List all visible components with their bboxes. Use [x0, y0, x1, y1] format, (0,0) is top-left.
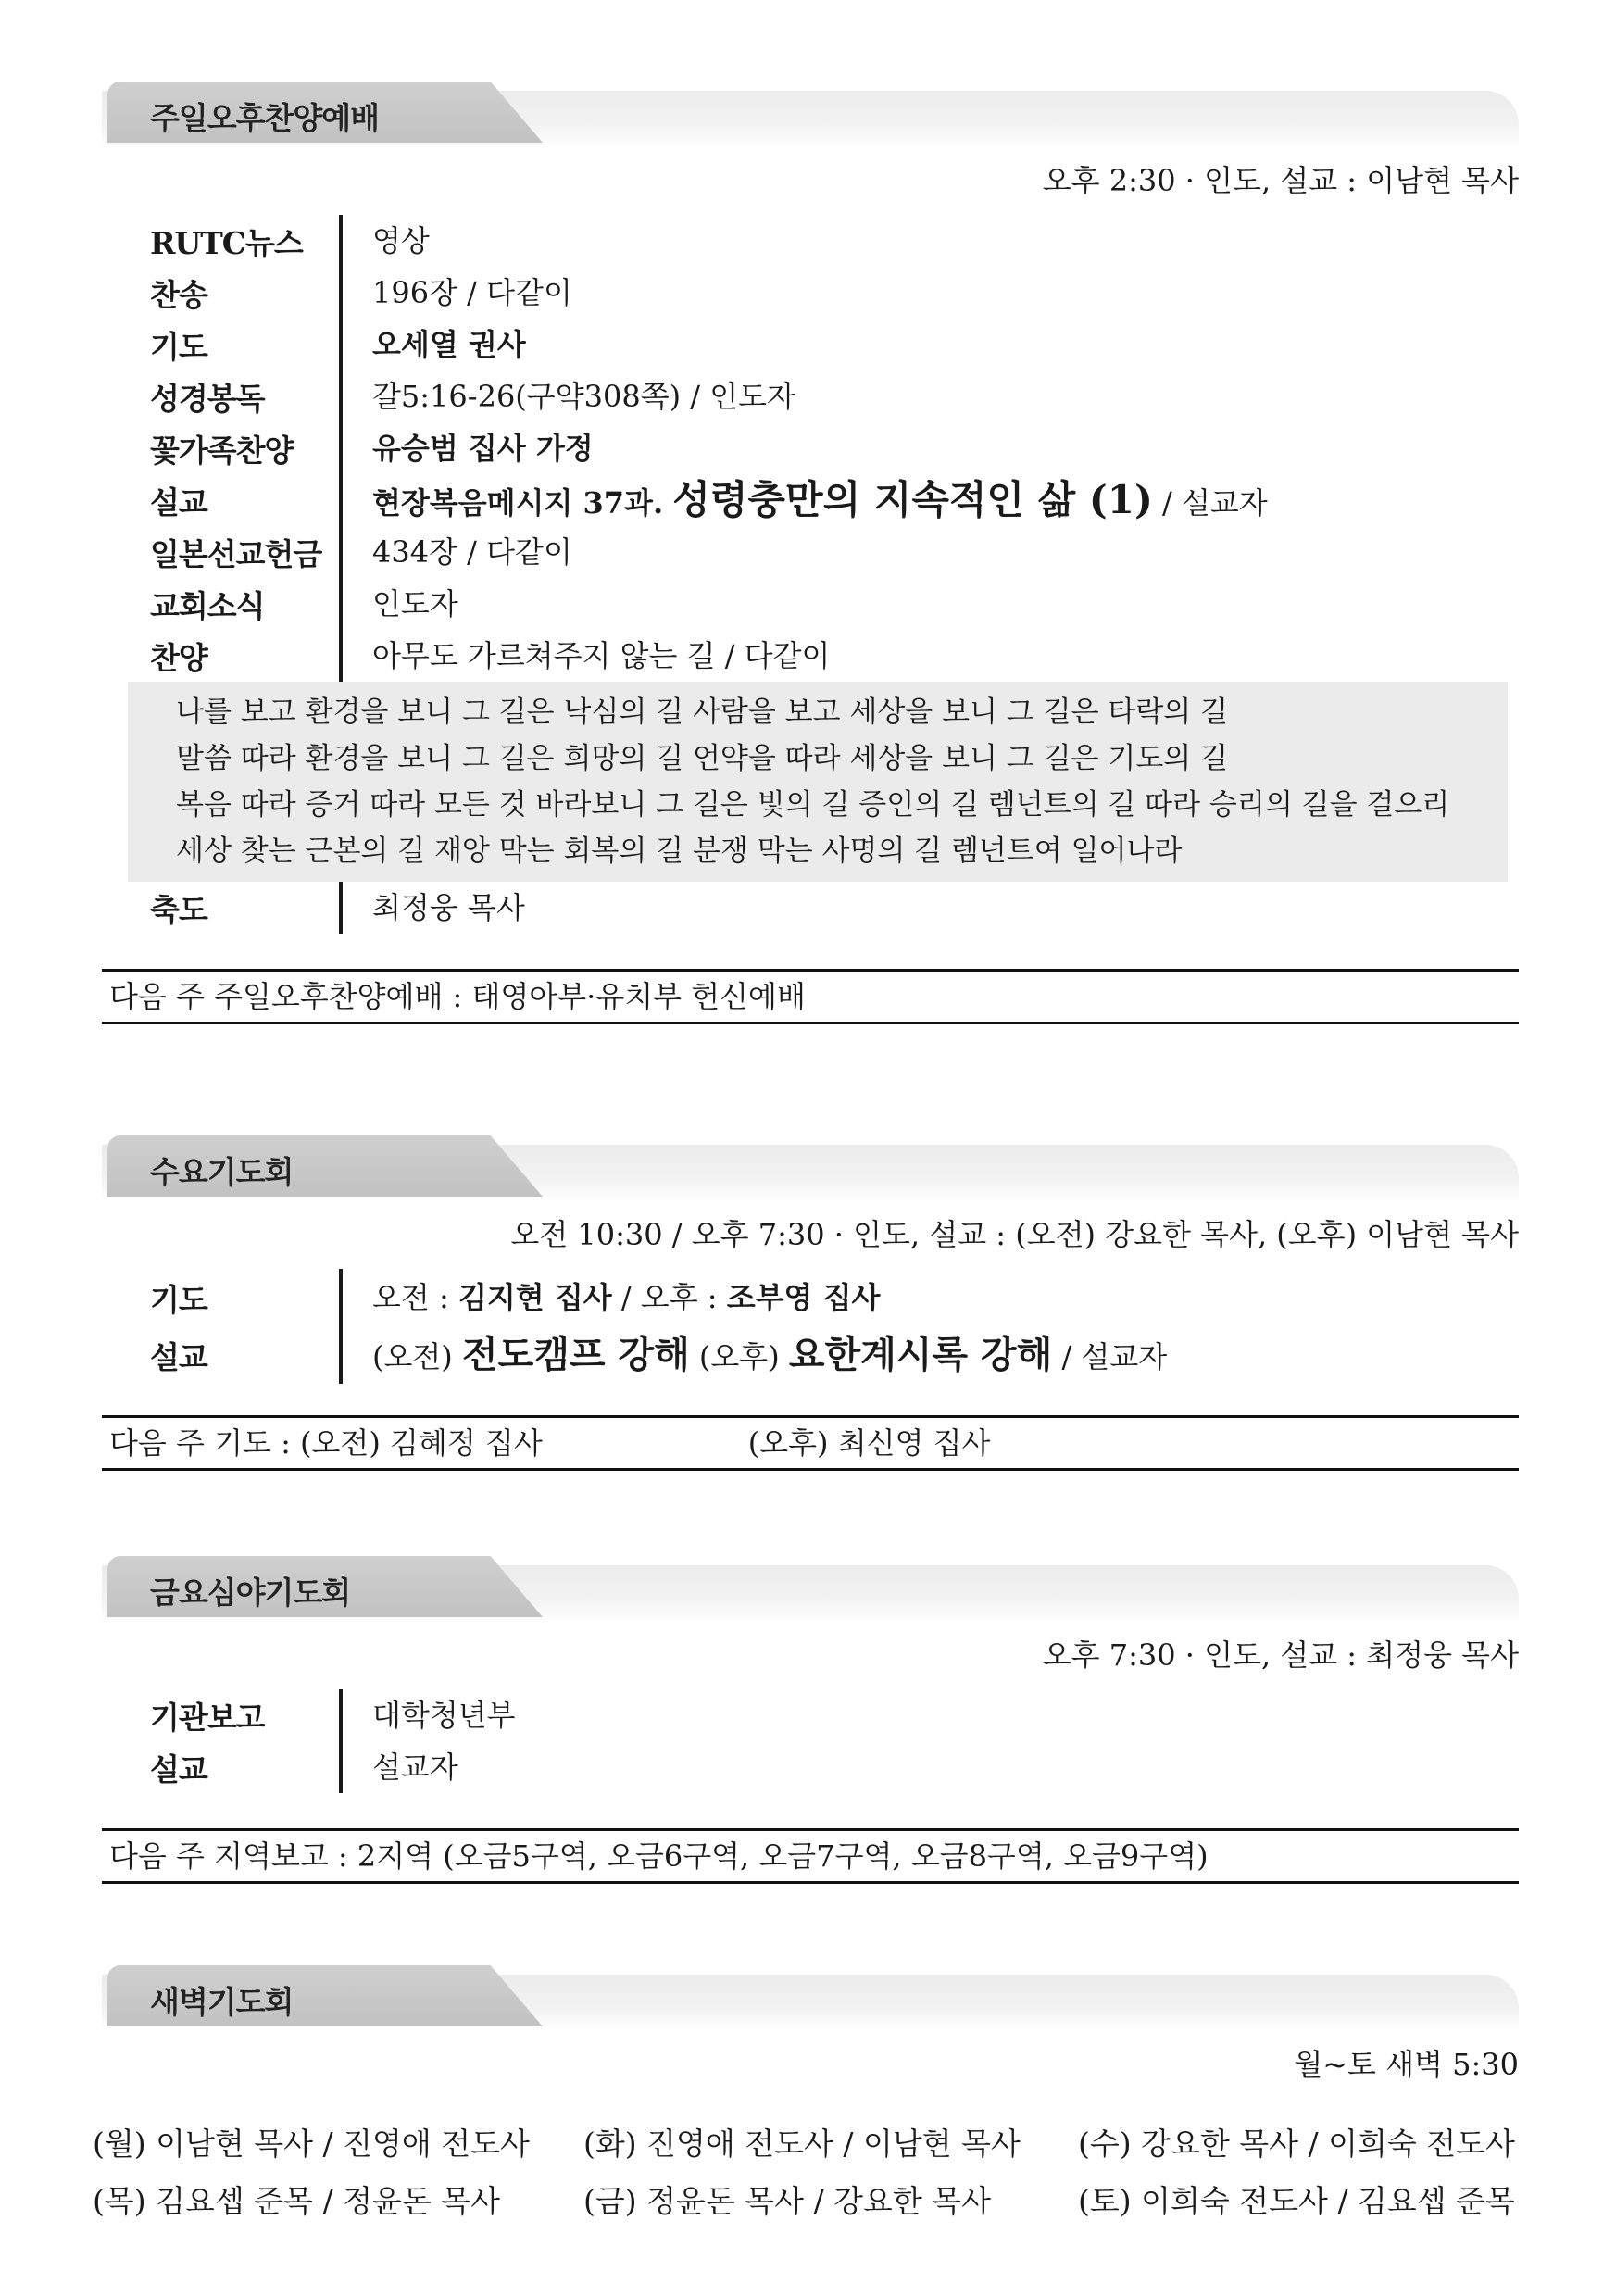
prayer-pm-name: 조부영 집사 [726, 1280, 881, 1315]
schedule-cell: (화) 진영애 전도사 / 이남현 목사 [583, 2126, 1021, 2162]
schedule-cell: (토) 이희숙 전도사 / 김요셉 준목 [1078, 2183, 1515, 2219]
sermon-value [339, 1326, 1167, 1384]
schedule-cell: (월) 이남현 목사 / 진영애 전도사 [93, 2126, 530, 2162]
section-title: 금요심야기도회 [150, 1575, 351, 1611]
row-value: 대학청년부 [339, 1689, 516, 1741]
wednesday-section [102, 1135, 1519, 1471]
schedule-cell: (수) 강요한 목사 / 이희숙 전도사 [1078, 2126, 1515, 2162]
schedule-row [93, 2115, 1528, 2173]
row-value: 영상 [339, 215, 430, 267]
row-label: 꽃가족찬양 [150, 432, 294, 469]
order-row [102, 630, 1519, 682]
row-value: 434장 / 다같이 [339, 526, 572, 578]
prayer-value [339, 1269, 880, 1326]
row-value: 인도자 [339, 578, 458, 630]
order-of-service [102, 1269, 1519, 1384]
row-value: 유승범 집사 가정 [339, 422, 594, 474]
row-label: 일본선교헌금 [150, 535, 322, 572]
section-title: 주일오후찬양예배 [150, 100, 380, 136]
next-prayer-am: 다음 주 기도 : (오전) 김혜정 집사 [109, 1425, 543, 1461]
row-label: RUTC뉴스 [150, 224, 303, 261]
row-label: 교회소식 [150, 587, 265, 624]
section-header [102, 82, 1519, 148]
row-value: 196장 / 다같이 [339, 267, 572, 319]
lyrics-line: 복음 따라 증거 따라 모든 것 바라보니 그 길은 빛의 길 증인의 길 렘넌트의 길 따라 승리의 길을 걸으리 [176, 788, 1450, 822]
sermon-pm-tag: (오후) [689, 1339, 789, 1374]
service-meta: 오후 2:30 · 인도, 설교 : 이남현 목사 [1042, 163, 1519, 198]
row-label: 설교 [150, 1750, 207, 1788]
row-label: 찬양 [150, 639, 207, 676]
section-header [102, 1556, 1519, 1623]
song-lyrics [128, 682, 1508, 882]
order-row [102, 1326, 1519, 1384]
next-prayer-pm: (오후) 최신영 집사 [747, 1425, 991, 1461]
prayer-am-prefix: 오전 : [372, 1280, 458, 1315]
lyrics-line: 나를 보고 환경을 보니 그 길은 낙심의 길 사람을 보고 세상을 보니 그 길은 타락의 길 [176, 696, 1229, 729]
row-label: 기도 [150, 328, 207, 365]
dawn-prayer-section [102, 1965, 1519, 2086]
section-header [102, 1965, 1519, 2032]
sermon-title: 성령충만의 지속적인 삶 (1) [672, 477, 1153, 522]
row-value: 오세열 권사 [339, 319, 526, 370]
friday-section [102, 1556, 1519, 1884]
row-value: 최정웅 목사 [339, 882, 525, 934]
schedule-cell: (목) 김요셉 준목 / 정윤돈 목사 [93, 2183, 500, 2219]
row-value: 갈5:16-26(구약308쪽) / 인도자 [339, 370, 795, 422]
order-row [102, 422, 1519, 474]
service-meta: 오후 7:30 · 인도, 설교 : 최정웅 목사 [1042, 1637, 1519, 1673]
sermon-series: 현장복음메시지 37과. [372, 485, 664, 521]
order-row [102, 1741, 1519, 1793]
schedule-row [93, 2173, 1528, 2230]
order-row [102, 370, 1519, 422]
order-row [102, 215, 1519, 267]
sermon-am-title: 전도캠프 강해 [461, 1333, 690, 1376]
order-row [102, 1689, 1519, 1741]
row-value: 아무도 가르쳐주지 않는 길 / 다같이 [339, 630, 830, 682]
next-week-notice: 다음 주 주일오후찬양예배 : 태영아부·유치부 헌신예배 [102, 969, 1519, 1024]
order-row [102, 474, 1519, 526]
dawn-schedule [93, 2102, 1528, 2230]
row-label: 기관보고 [150, 1699, 265, 1736]
order-row [102, 267, 1519, 319]
sermon-am-tag: (오전) [372, 1339, 462, 1374]
row-label: 설교 [150, 1338, 207, 1375]
order-row [102, 526, 1519, 578]
lyrics-line: 말씀 따라 환경을 보니 그 길은 희망의 길 언약을 따라 세상을 보니 그 길은 기도의 길 [176, 742, 1229, 775]
section-title: 수요기도회 [150, 1154, 294, 1190]
sermon-value [339, 474, 1268, 526]
row-label: 축도 [150, 891, 207, 928]
order-row [102, 319, 1519, 370]
prayer-am-name: 김지현 집사 [457, 1280, 612, 1315]
prayer-pm-prefix: / 오후 : [611, 1280, 727, 1315]
order-of-service [102, 215, 1519, 934]
order-of-service [102, 1689, 1519, 1793]
row-label: 성경봉독 [150, 380, 265, 417]
order-row [102, 578, 1519, 630]
sermon-pm-title: 요한계시록 강해 [788, 1333, 1053, 1376]
next-week-notice: 다음 주 지역보고 : 2지역 (오금5구역, 오금6구역, 오금7구역, 오금8구역, 오금9구역) [102, 1828, 1519, 1884]
schedule-cell: (금) 정윤돈 목사 / 강요한 목사 [583, 2183, 991, 2219]
service-meta: 월~토 새벽 5:30 [1294, 2047, 1519, 2082]
order-row [102, 1269, 1519, 1326]
lyrics-line: 세상 찾는 근본의 길 재앙 막는 회복의 길 분쟁 막는 사명의 길 렘넌트여 일어나라 [176, 834, 1183, 868]
row-value: 설교자 [339, 1741, 458, 1793]
sermon-suffix: / 설교자 [1052, 1339, 1168, 1374]
row-label: 설교 [150, 483, 207, 521]
sunday-service-section [102, 82, 1519, 1024]
section-header [102, 1135, 1519, 1202]
sermon-suffix: / 설교자 [1152, 485, 1268, 521]
section-title: 새벽기도회 [150, 1984, 294, 2020]
next-week-notice [102, 1415, 1519, 1471]
row-label: 찬송 [150, 276, 207, 313]
service-meta: 오전 10:30 / 오후 7:30 · 인도, 설교 : (오전) 강요한 목사, (오후) 이남현 목사 [510, 1217, 1519, 1252]
order-row [102, 882, 1519, 934]
row-label: 기도 [150, 1281, 207, 1318]
